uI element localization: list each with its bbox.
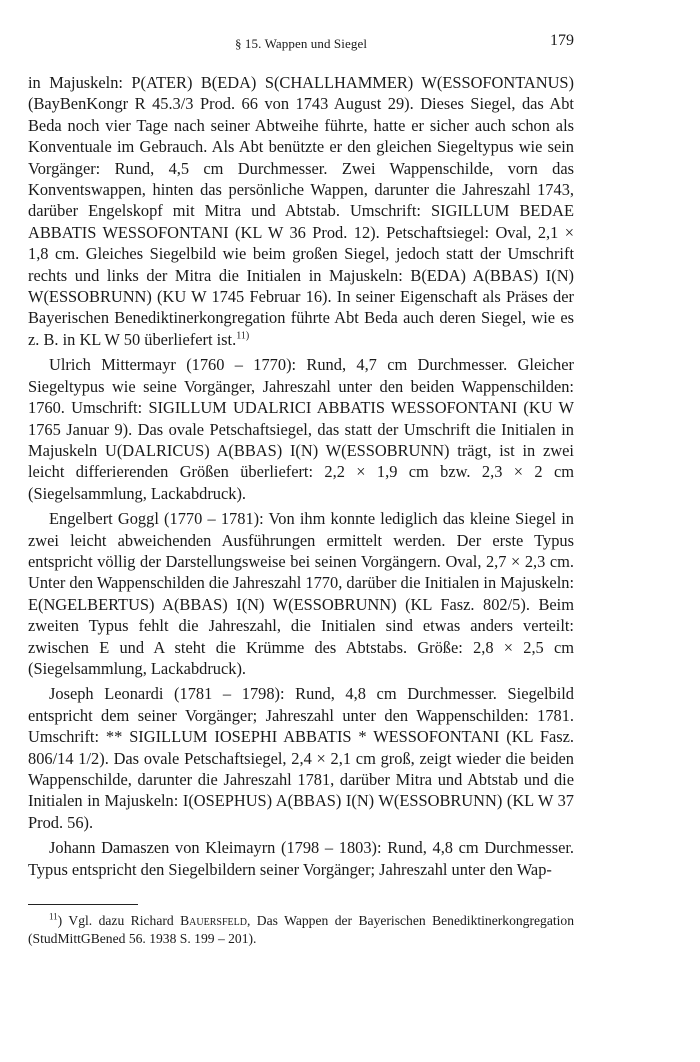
footnote-divider [28,904,138,905]
paragraph-text: Engelbert Goggl (1770 – 1781): Von ihm konnte lediglich das kleine Siegel in zwei leicht abweichenden Ausführungen ermittelt werden. Der erste Typus entspricht völlig der Darstellungsweise bei seinen Vorgängern. Oval, 2,7 × 2,3 cm. Unter den Wappenschilden die Jahreszahl 1770, darüber die Initialen in Majuskeln: E(NGELBERTUS) A(BBAS) I(N) W(ESSOBRUNN) (KL Fasz. 802/5). Beim zweiten Typus fehlt die Jahreszahl, die Initialen sind etwas anders verteilt: zwischen E und A steht die Krümme des Abtstabs. Größe: 2,8 × 2,5 cm (Siegelsammlung, Lackabdruck). [28,509,574,678]
paragraph-ulrich-mittermayr [28,354,574,504]
footnote-paren: ) [57,913,69,928]
footnote-author: Bauersfeld [180,913,247,928]
paragraph-text: Johann Damaszen von Kleimayrn (1798 – 1803): Rund, 4,8 cm Durchmesser. Typus entspricht den Siegelbildern seiner Vorgänger; Jahreszahl unter den Wap- [28,838,574,879]
paragraph-engelbert-goggl [28,508,574,679]
body-text [28,72,574,880]
paragraph-text: Joseph Leonardi (1781 – 1798): Rund, 4,8 cm Durchmesser. Siegelbild entspricht dem seiner Vorgänger; Jahreszahl unter den Wappenschilden: 1781. Umschrift: ** SIGILLUM IOSEPHI ABBATIS * WESSOFONTANI (KL Fasz. 806/14 1/2). Das ovale Petschaftsiegel, 2,4 × 2,1 cm groß, zeigt wieder die beiden Wappenschilde, darunter die Jahreszahl 1781, darüber Mitra und Abtstab und die Initialen in Majuskeln: I(OSEPHUS) A(BBAS) I(N) W(ESSOBRUNN) (KL W 37 Prod. 56). [28,684,574,832]
footnote-text-before: Vgl. dazu Richard [68,913,174,928]
footnote-reference[interactable]: 11) [236,330,250,342]
footnote [28,912,574,948]
paragraph-johann-damaszen [28,837,574,880]
footnote-mark: 11 [49,911,58,922]
running-title: § 15. Wappen und Siegel [234,36,368,51]
paragraph-joseph-leonardi [28,683,574,833]
paragraph-beda-continued [28,72,574,350]
paragraph-text: in Majuskeln: P(ATER) B(EDA) S(CHALLHAMMER) W(ESSOFONTANUS) (BayBenKongr R 45.3/3 Prod. 66 von 1743 August 29). Dieses Siegel, das Abt Beda noch vier Tage nach seiner Abtweihe führte, hatte er sicher auch schon als Konventuale im Gebrauch. Als Abt benützte er den gleichen Siegeltypus wie sein Vorgänger: Rund, 4,5 cm Durchmesser. Zwei Wappenschilde, vorn das Konventswappen, hinten das persönliche Wappen, darunter die Jahreszahl 1743, darüber Engelskopf mit Mitra und Abtstab. Umschrift: SIGILLUM BEDAE ABBATIS WESSOFONTANI (KL W 36 Prod. 12). Petschaftsiegel: Oval, 2,1 × 1,8 cm. Gleiches Siegelbild wie beim großen Siegel, jedoch statt der Umschrift rechts und links der Mitra die Initialen in Majuskeln: B(EDA) A(BBAS) I(N) W(ESSOBRUNN) (KU W 1745 Februar 16). In seiner Eigenschaft als Präses der Bayerischen Benediktinerkongregation führte Abt Beda auch deren Siegel, wie es z. B. in KL W 50 überliefert ist. [28,73,574,349]
page-number: 179 [550,32,574,49]
paragraph-text: Ulrich Mittermayr (1760 – 1770): Rund, 4,7 cm Durchmesser. Gleicher Siegeltypus wie seine Vorgänger, Jahreszahl unter den beiden Wappenschilden: 1760. Umschrift: SIGILLUM UDALRICI ABBATIS WESSOFONTANI (KU W 1765 Januar 9). Das ovale Petschaftsiegel, das statt der Umschrift die Initialen in Majuskeln U(DALRICUS) A(BBAS) I(N) W(ESSOBRUNN) trägt, ist in zwei leicht differierenden Größen überliefert: 2,2 × 1,9 cm bzw. 2,3 × 2 cm (Siegelsammlung, Lackabdruck). [28,355,574,503]
footnote-text-after: , Das Wappen der Bayerischen Benediktinerkongregation (StudMittGBened 56. 1938 S. 199 – 201). [28,913,575,946]
